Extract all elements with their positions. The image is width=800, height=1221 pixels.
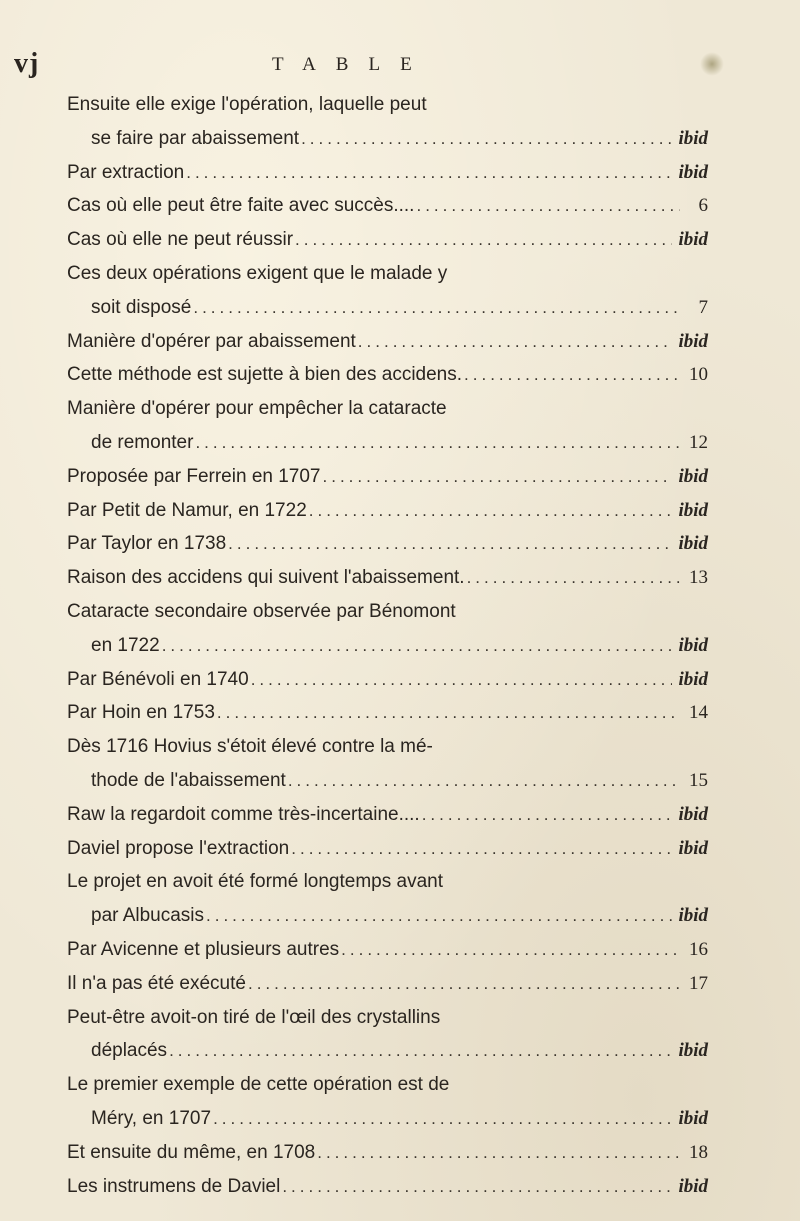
toc-line xyxy=(0,88,800,122)
page-reference: ibid xyxy=(678,533,708,555)
toc-line xyxy=(0,358,800,392)
ink-stain xyxy=(700,52,724,76)
toc-entry-text: Ensuite elle exige l'opération, laquelle peut xyxy=(67,94,427,115)
toc-entry-text: Manière d'opérer pour empêcher la cataracte xyxy=(67,398,447,420)
page-reference: 16 xyxy=(689,938,708,960)
toc-entry-text: Et ensuite du même, en 1708 xyxy=(67,1141,316,1163)
toc-line xyxy=(0,494,800,528)
toc-line xyxy=(0,1102,800,1136)
toc-line xyxy=(0,1001,800,1035)
toc-entry-text: Par Hoin en 1753 xyxy=(67,702,215,724)
toc-entry-text: Le premier exemple de cette opération est de xyxy=(67,1074,450,1096)
toc-line xyxy=(0,730,800,764)
dot-leader xyxy=(295,223,672,257)
page-reference: 10 xyxy=(689,364,708,386)
toc-entry-text: Cas où elle ne peut réussir xyxy=(67,229,294,251)
toc-line xyxy=(0,1068,800,1102)
toc-entry-text: Cas où elle peut être faite avec succès.... xyxy=(67,195,415,217)
page-reference: 7 xyxy=(698,296,708,318)
toc-entry-text: Cataracte secondaire observée par Bénomont xyxy=(67,600,456,622)
dot-leader xyxy=(341,933,680,967)
page-reference: 18 xyxy=(689,1141,708,1163)
page-reference: 17 xyxy=(689,972,708,994)
toc-entry-text: Cette méthode est sujette à bien des accidens. xyxy=(67,364,463,386)
toc-entry-text: Il n'a pas été exécuté xyxy=(67,972,246,994)
dot-leader xyxy=(186,156,672,190)
toc-line xyxy=(0,392,800,426)
toc-line xyxy=(0,257,800,291)
dot-leader xyxy=(416,189,680,223)
page-reference: ibid xyxy=(678,127,708,149)
toc-entry-text: Manière d'opérer par abaissement xyxy=(67,330,356,352)
page-reference: ibid xyxy=(678,1040,708,1062)
toc-entry-text: Le projet en avoit été formé longtemps avant xyxy=(67,871,444,893)
toc-line xyxy=(0,798,800,832)
toc-line xyxy=(0,156,800,190)
page-header xyxy=(0,44,800,84)
table-of-contents xyxy=(0,88,800,1203)
toc-entry-text: en 1722 xyxy=(91,634,160,656)
page-reference: ibid xyxy=(678,803,708,825)
toc-line xyxy=(0,325,800,359)
toc-entry-text: Par Bénévoli en 1740 xyxy=(67,668,249,690)
dot-leader xyxy=(288,764,680,798)
dot-leader xyxy=(206,899,672,933)
toc-line xyxy=(0,967,800,1001)
page-reference: 13 xyxy=(689,567,708,589)
page-reference: ibid xyxy=(678,634,708,656)
dot-leader xyxy=(217,696,680,730)
page-number: vj xyxy=(14,48,40,79)
toc-line xyxy=(0,933,800,967)
toc-entry-text: Peut-être avoit-on tiré de l'œil des crystallins xyxy=(67,1006,441,1028)
page-reference: ibid xyxy=(678,330,708,352)
toc-entry-text: se faire par abaissement xyxy=(91,127,300,149)
dot-leader xyxy=(228,527,672,561)
toc-entry-text: Ces deux opérations exigent que le malade y xyxy=(67,262,448,284)
dot-leader xyxy=(467,561,680,595)
page-reference: ibid xyxy=(678,161,708,183)
dot-leader xyxy=(464,358,680,392)
toc-line xyxy=(0,1136,800,1170)
dot-leader xyxy=(309,494,673,528)
toc-entry-text: déplacés xyxy=(91,1040,168,1062)
dot-leader xyxy=(317,1136,680,1170)
toc-entry-text: Par Avicenne et plusieurs autres xyxy=(67,938,340,960)
toc-entry-text: Par Taylor en 1738 xyxy=(67,533,227,555)
dot-leader xyxy=(162,629,673,663)
toc-line xyxy=(0,189,800,223)
toc-line xyxy=(0,865,800,899)
page-reference: ibid xyxy=(678,668,708,690)
dot-leader xyxy=(251,663,673,697)
toc-line xyxy=(0,1170,800,1204)
dot-leader xyxy=(193,291,680,325)
toc-line xyxy=(0,899,800,933)
dot-leader xyxy=(213,1102,672,1136)
page-reference: 6 xyxy=(698,195,708,217)
toc-line xyxy=(0,1034,800,1068)
toc-line xyxy=(0,629,800,663)
dot-leader xyxy=(282,1170,672,1204)
dot-leader xyxy=(301,122,672,156)
page-reference: 12 xyxy=(689,431,708,453)
toc-entry-text: de remonter xyxy=(91,431,194,453)
toc-line xyxy=(0,426,800,460)
page-reference: ibid xyxy=(678,1107,708,1129)
toc-line xyxy=(0,291,800,325)
dot-leader xyxy=(422,798,673,832)
toc-entry-text: thode de l'abaissement xyxy=(91,769,286,791)
page-reference: ibid xyxy=(678,1175,708,1197)
page-reference: 15 xyxy=(689,769,708,791)
toc-entry-text: Méry, en 1707 xyxy=(91,1107,212,1129)
toc-entry-text: Les instrumens de Daviel xyxy=(67,1175,281,1197)
toc-line xyxy=(0,832,800,866)
toc-line xyxy=(0,561,800,595)
page-reference: 14 xyxy=(689,702,708,724)
toc-line xyxy=(0,696,800,730)
toc-line xyxy=(0,223,800,257)
toc-line xyxy=(0,527,800,561)
dot-leader xyxy=(195,426,680,460)
toc-line xyxy=(0,595,800,629)
page-reference: ibid xyxy=(678,499,708,521)
toc-entry-text: soit disposé xyxy=(91,296,192,318)
toc-line xyxy=(0,663,800,697)
toc-entry-text: Daviel propose l'extraction xyxy=(67,837,290,859)
toc-line xyxy=(0,460,800,494)
toc-entry-text: Par Petit de Namur, en 1722 xyxy=(67,499,307,521)
toc-entry-text: par Albucasis xyxy=(91,905,205,927)
dot-leader xyxy=(248,967,680,1001)
page-reference: ibid xyxy=(678,905,708,927)
toc-line xyxy=(0,764,800,798)
dot-leader xyxy=(291,832,672,866)
dot-leader xyxy=(169,1034,672,1068)
page-reference: ibid xyxy=(678,465,708,487)
toc-entry-text: Proposée par Ferrein en 1707 xyxy=(67,465,321,487)
toc-line xyxy=(0,122,800,156)
toc-entry-text: Par extraction xyxy=(67,161,185,183)
toc-entry-text: Raw la regardoit comme très-incertaine.... xyxy=(67,803,420,825)
dot-leader xyxy=(358,325,673,359)
dot-leader xyxy=(323,460,673,494)
toc-entry-text: Raison des accidens qui suivent l'abaissement. xyxy=(67,567,465,589)
running-head: TABLE xyxy=(272,54,432,75)
page-reference: ibid xyxy=(678,837,708,859)
page-reference: ibid xyxy=(678,229,708,251)
toc-entry-text: Dès 1716 Hovius s'étoit élevé contre la mé- xyxy=(67,736,433,758)
